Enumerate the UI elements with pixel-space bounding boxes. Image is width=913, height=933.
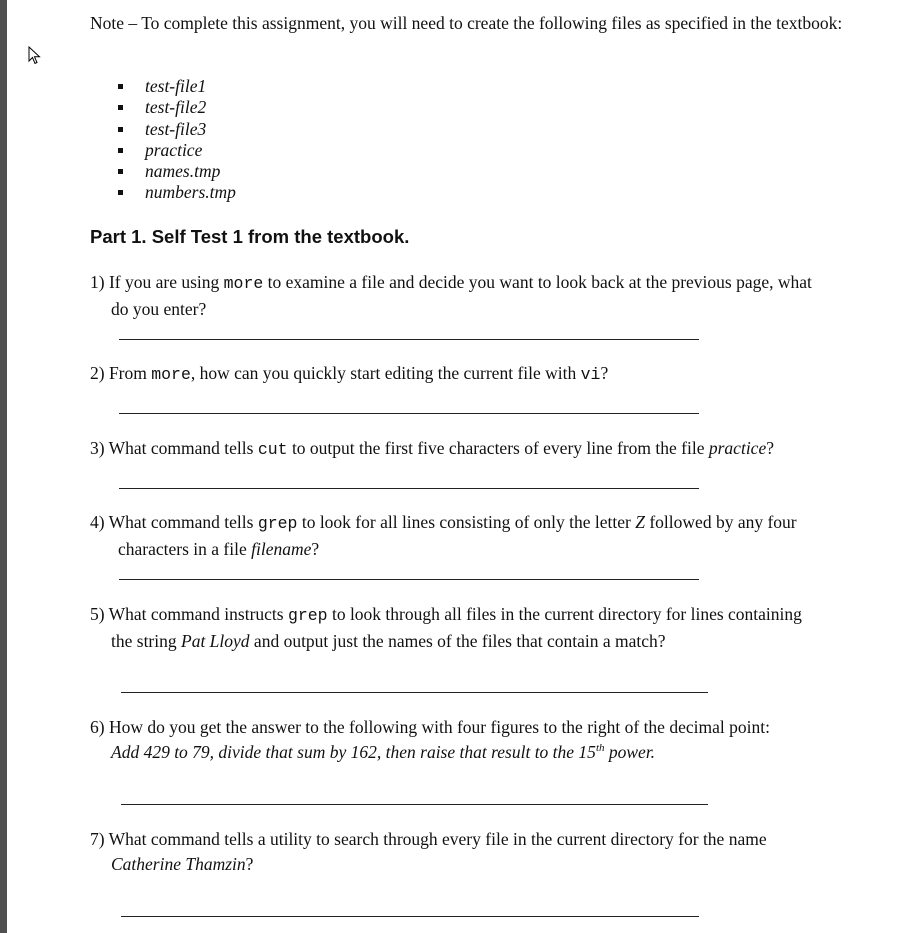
bullet-icon — [118, 84, 123, 89]
bullet-icon — [118, 127, 123, 132]
question-6: 6) How do you get the answer to the following with four figures to the right of the decimal point: Add 429 to 79, divide that sum by 162, then raise that result to the 15th power. — [90, 717, 770, 762]
bullet-icon — [118, 190, 123, 195]
question-5: 5) What command instructs grep to look through all files in the current directory for lines containing the string Pat Lloyd and output just the names of the files that contain a match? — [90, 604, 802, 651]
part-heading: Part 1. Self Test 1 from the textbook. — [90, 226, 410, 247]
answer-line-6[interactable] — [121, 804, 708, 805]
question-4: 4) What command tells grep to look for all lines consisting of only the letter Z followed by any four characters in a file filename? — [90, 512, 797, 559]
question-3: 3) What command tells cut to output the first five characters of every line from the file practice? — [90, 438, 774, 459]
question-2: 2) From more, how can you quickly start editing the current file with vi? — [90, 363, 609, 384]
bullet-icon — [118, 148, 123, 153]
answer-line-7[interactable] — [121, 916, 699, 917]
question-1: 1) If you are using more to examine a file and decide you want to look back at the previous page, what do you enter? — [90, 272, 812, 319]
answer-line-2[interactable] — [119, 413, 699, 414]
list-item: test-file2 — [118, 97, 236, 118]
list-item: test-file1 — [118, 76, 236, 97]
answer-line-4[interactable] — [119, 579, 699, 580]
list-item: names.tmp — [118, 161, 236, 182]
assignment-note: Note – To complete this assignment, you will need to create the following files as specified in the textbook: — [90, 13, 843, 33]
bullet-icon — [118, 169, 123, 174]
answer-line-1[interactable] — [119, 339, 699, 340]
answer-line-3[interactable] — [119, 488, 699, 489]
required-files-list — [118, 76, 236, 204]
list-item: numbers.tmp — [118, 182, 236, 203]
list-item: test-file3 — [118, 119, 236, 140]
question-7: 7) What command tells a utility to search through every file in the current directory for the name Catherine Thamzin? — [90, 829, 767, 874]
bullet-icon — [118, 105, 123, 110]
list-item: practice — [118, 140, 236, 161]
answer-line-5[interactable] — [121, 692, 708, 693]
